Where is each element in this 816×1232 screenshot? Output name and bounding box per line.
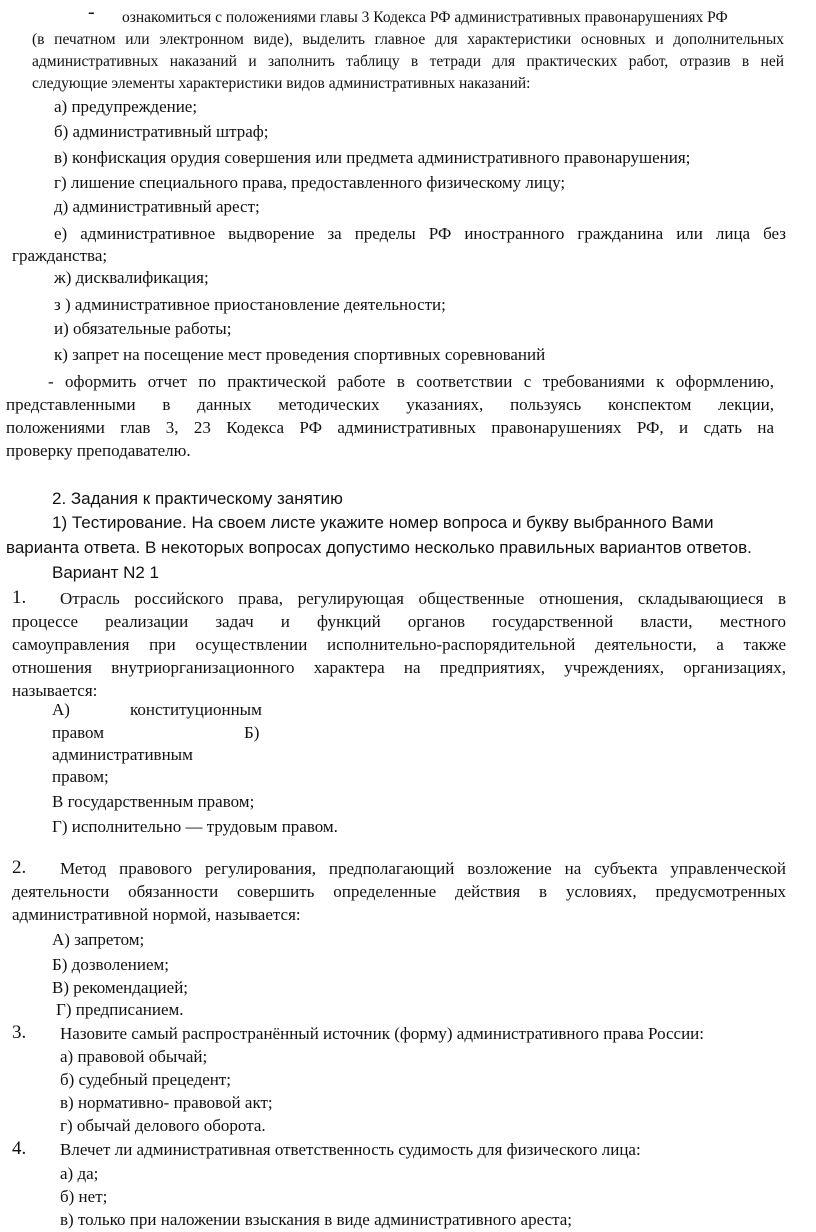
question-text-line: процессе реализации задач и функций органов государственной власти, местного <box>12 612 786 631</box>
answer-option: г) обычай делового оборота. <box>60 1116 266 1135</box>
penalty-item: и) обязательные работы; <box>54 319 232 338</box>
task-line-2: варианта ответа. В некоторых вопросах допустимо несколько правильных вариантов ответов. <box>6 538 752 557</box>
question-number: 3. <box>12 1022 27 1043</box>
question-text-line: называется: <box>12 681 98 700</box>
intro-line-4: следующие элементы характеристики видов административных наказаний: <box>32 75 531 92</box>
question-text-line: Назовите самый распространённый источник (форму) административного права России: <box>60 1024 704 1043</box>
answer-text: правом <box>52 723 104 742</box>
answer-letter: А) <box>52 700 70 719</box>
intro-dash: - <box>88 1 95 23</box>
answer-text: конституционным <box>130 700 262 719</box>
answer-option: Г) исполнительно — трудовым правом. <box>52 817 338 836</box>
report-line-1: - оформить отчет по практической работе в соответствии с требованиями к оформлению, <box>48 372 774 391</box>
task-line-1: 1) Тестирование. На своем листе укажите номер вопроса и букву выбранного Вами <box>52 513 714 532</box>
section-heading: 2. Задания к практическому занятию <box>52 489 343 508</box>
penalty-item: к) запрет на посещение мест проведения спортивных соревнований <box>54 345 546 364</box>
answer-option: в) нормативно- правовой акт; <box>60 1093 273 1112</box>
question-text-line: Отрасль российского права, регулирующая общественные отношения, складывающиеся в <box>60 589 786 608</box>
variant-label: Вариант N2 1 <box>52 563 160 582</box>
report-line-3: положениями глав 3, 23 Кодекса РФ административных правонарушениях РФ, и сдать на <box>6 418 774 437</box>
answer-option: б) нет; <box>60 1187 108 1206</box>
question-text-line: Влечет ли административная ответственность судимость для физического лица: <box>60 1140 641 1159</box>
question-text-line: самоуправления при осуществлении исполнительно-распорядительной деятельности, а также <box>12 635 786 654</box>
penalty-item: в) конфискация орудия совершения или предмета административного правонарушения; <box>54 148 691 167</box>
penalty-item-continuation: гражданства; <box>12 246 108 265</box>
penalty-item: г) лишение специального права, предоставленного физическому лицу; <box>54 173 566 192</box>
answer-option: б) судебный прецедент; <box>60 1070 232 1089</box>
answer-option: В государственным правом; <box>52 792 255 811</box>
answer-option: в) только при наложении взыскания в виде административного ареста; <box>60 1210 573 1229</box>
question-text-line: деятельности обязанности совершить определенные действия в условиях, предусмотренных <box>12 882 786 901</box>
question-number: 1. <box>12 587 27 608</box>
question-number: 2. <box>12 857 27 878</box>
answer-text: административным <box>52 745 193 764</box>
report-line-2: представленными в данных методических указаниях, пользуясь конспектом лекции, <box>6 395 774 414</box>
answer-letter: Б) <box>244 723 260 742</box>
question-text-line: административной нормой, называется: <box>12 905 301 924</box>
answer-option: Б) дозволением; <box>52 955 169 974</box>
penalty-item: д) административный арест; <box>54 197 260 216</box>
report-line-4: проверку преподавателю. <box>6 441 191 460</box>
penalty-item: ж) дисквалификация; <box>54 268 209 287</box>
question-number: 4. <box>12 1138 27 1159</box>
answer-option: а) правовой обычай; <box>60 1047 208 1066</box>
intro-line-1: ознакомиться с положениями главы 3 Кодекса РФ административных правонарушениях РФ <box>122 9 728 26</box>
penalty-item: е) административное выдворение за пределы РФ иностранного гражданина или лица без <box>54 224 786 243</box>
question-text-line: отношения внутриорганизационного характера на предприятиях, учреждениях, организациях, <box>12 658 786 677</box>
penalty-item: б) административный штраф; <box>54 122 269 141</box>
answer-option: а) да; <box>60 1164 99 1183</box>
intro-line-2: (в печатном или электронном виде), выделить главное для характеристики основных и дополнительных <box>32 31 784 48</box>
answer-option: В) рекомендацией; <box>52 978 189 997</box>
penalty-item: а) предупреждение; <box>54 97 198 116</box>
intro-line-3: административных наказаний и заполнить таблицу в тетради для практических работ, отразив в ней <box>32 53 784 70</box>
answer-text: правом; <box>52 767 109 786</box>
answer-option: А) запретом; <box>52 930 145 949</box>
answer-option: Г) предписанием. <box>56 1000 184 1019</box>
question-text-line: Метод правового регулирования, предполагающий возложение на субъекта управленческой <box>60 859 786 878</box>
penalty-item: з ) административное приостановление деятельности; <box>54 295 446 314</box>
